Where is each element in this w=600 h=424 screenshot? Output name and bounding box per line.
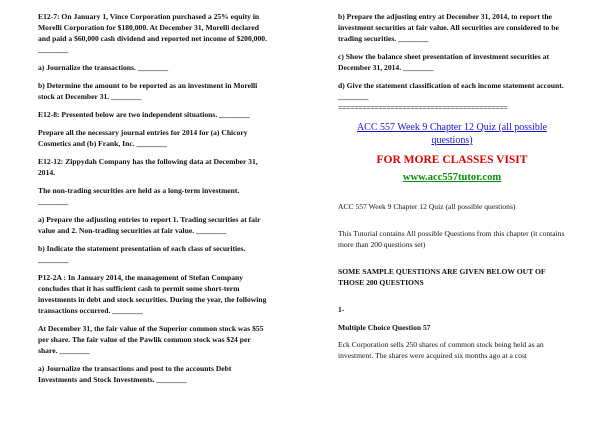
p12-2a-fair-value: At December 31, the fair value of the Superior common stock was $55 per share. The fair value of the Pawlik common stock was $24 per share. ________ bbox=[38, 324, 264, 355]
website-link[interactable]: www.acc557tutor.com bbox=[402, 172, 502, 183]
e12-12-note: The non-trading securities are held as a long-term investment. ________ bbox=[38, 186, 240, 206]
e12-12-heading: E12-12: Zippydah Company has the following data at December 31, 2014. bbox=[38, 157, 258, 177]
separator-line: ========================================== bbox=[338, 103, 508, 112]
tutorial-description: This Tutorial contains All possible Questions from this chapter (it contains more than 200 questions set) bbox=[338, 229, 565, 249]
e12-8-heading: E12-8: Presented below are two independent situations. ________ bbox=[38, 110, 250, 119]
e12-7-part-a: a) Journalize the transactions. ________ bbox=[38, 63, 169, 72]
e12-8-instructions: Prepare all the necessary journal entries for 2014 for (a) Chicory Cosmetics and (b) Frank, Inc. ________ bbox=[38, 128, 248, 148]
sample-questions-heading: SOME SAMPLE QUESTIONS ARE GIVEN BELOW OUT OF THOSE 200 QUESTIONS bbox=[338, 267, 546, 287]
left-column bbox=[38, 11, 271, 385]
e12-7-paragraph: E12-7: On January 1, Vince Corporation purchased a 25% equity in Morelli Corporation for $180,000. At December 31, Morelli declared and paid a $60,000 cash dividend and reported net income of $200,000. ________ bbox=[38, 12, 267, 54]
p12-2a-paragraph: P12-2A : In January 2014, the management of Stefan Company concludes that it has sufficient cash to permit some short-term investments in debt and stock securities. During the year, the following transactions occurred. ________ bbox=[38, 273, 267, 315]
eck-question-text: Eck Corporation sells 250 shares of common stock being held as an investment. The shares were acquired six months ago at a cost bbox=[338, 340, 544, 360]
p12-2a-part-a: a) Journalize the transactions and post to the accounts Debt Investments and Stock Investments. ________ bbox=[38, 364, 232, 384]
quiz-title-text: ACC 557 Week 9 Chapter 12 Quiz (all possible questions) bbox=[338, 202, 516, 211]
p12-2a-part-b: b) Prepare the adjusting entry at December 31, 2014, to report the investment securities at fair value. All securities are considered to be trading securities. ________ bbox=[338, 12, 559, 43]
e12-12-part-b: b) Indicate the statement presentation of each class of securities. ________ bbox=[38, 244, 246, 264]
p12-2a-part-d: d) Give the statement classification of each income statement account. ________ bbox=[338, 81, 564, 101]
e12-7-part-b: b) Determine the amount to be reported as an investment in Morelli stock at December 31. ________ bbox=[38, 81, 258, 101]
quiz-title-link[interactable]: ACC 557 Week 9 Chapter 12 Quiz (all possible questions) bbox=[356, 122, 548, 146]
promo-heading: FOR MORE CLASSES VISIT bbox=[376, 154, 528, 166]
mcq-heading: Multiple Choice Question 57 bbox=[338, 323, 431, 332]
question-number: 1- bbox=[338, 305, 345, 314]
p12-2a-part-c: c) Show the balance sheet presentation of investment securities at December 31, 2014. ________ bbox=[338, 52, 549, 72]
right-column bbox=[338, 11, 566, 361]
e12-12-part-a: a) Prepare the adjusting entries to report 1. Trading securities at fair value and 2. Non-trading securities at fair value. ________ bbox=[38, 215, 261, 235]
